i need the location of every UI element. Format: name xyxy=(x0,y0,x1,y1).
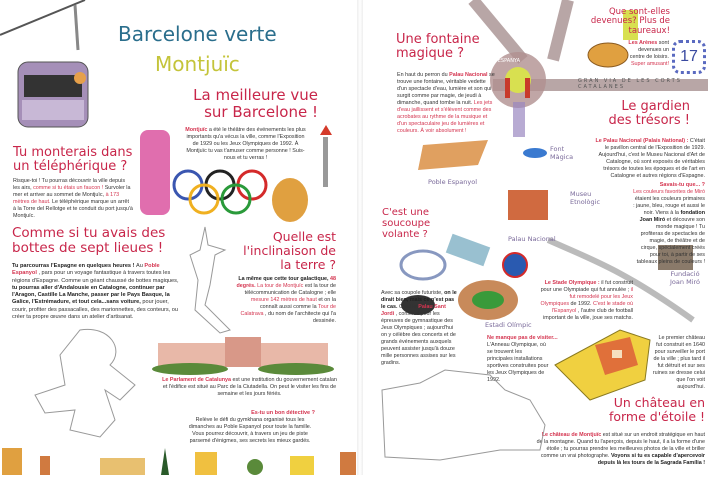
tower-outline xyxy=(170,225,240,340)
detective-text: Relève le défi du gymkhana organisé tous les dimanches au Poble Espanyol pour toute la famille. Vous pourrez découvrir, à travers un jeu de piste parsemé d'énigmes, ses secrets les mieux gardés. xyxy=(188,417,312,445)
text-segment: fondation Joan Miró xyxy=(639,210,705,224)
map-label-font-magica: Font Màgica xyxy=(550,145,574,161)
page-title: Barcelone verte xyxy=(118,22,277,46)
best-view-heading: La meilleure vue sur Barcelone ! xyxy=(193,86,318,121)
page-number-badge: 17 xyxy=(672,40,706,74)
text-segment: Palau Sant Jordi xyxy=(381,304,446,318)
miro-heading: Savais-tu que... ? xyxy=(659,182,705,188)
tilt-heading: Quelle est l'inclinaison de la terre ? xyxy=(243,229,336,272)
boots-heading: Comme si tu avais des bottes de sept lieues ! xyxy=(12,225,166,256)
miro-text xyxy=(632,189,705,266)
map-label-gran-via: GRAN VIA DE LES CORTS CATALANES xyxy=(578,78,682,90)
first-castle-text: Le premier château fut construit en 1640 pour surveiller le port de la ville ; plus tard il fut détruit et sur ses ruines se dresse celui que l'on voit aujourd'hui. xyxy=(652,335,705,391)
parliament-illustration xyxy=(150,335,336,375)
map-label-museu: Museu Etnològic xyxy=(570,190,601,206)
stadium-text xyxy=(540,280,633,322)
text-segment: étaient les couleurs primaires : jaune, bleu, rouge et aussi le noir. Viens à la xyxy=(633,196,705,217)
text-segment: C'est le stade où l'Espanyol xyxy=(551,301,633,315)
text-segment: sont devenues un centre de loisirs. xyxy=(629,40,669,61)
text-segment: Tour de Calatrava xyxy=(240,304,336,318)
text-segment: En haut du perron du xyxy=(397,72,450,78)
boots-text xyxy=(12,263,180,321)
child-outline xyxy=(30,325,150,440)
text-segment: Les couleurs favorites de Miró xyxy=(633,189,705,195)
parliament-text xyxy=(162,377,337,398)
text-segment: mesure 142 mètres de haut xyxy=(250,297,319,304)
text-segment: pour jouer, courir, profiter des passacalles, des marionnettes, des conteurs, ou créer ta propre œuvre dans un atelier d'artisanat. xyxy=(12,299,179,320)
text-segment: , pars pour un voyage fantastique à travers toutes les régions d'Espagne. Comme un géant chaussé de bottes magiques, xyxy=(12,270,179,284)
text-segment: et découvre son monde magique ! Tu profiteras de spectacles de magie, de théâtre et de cirque, spécialement créés pour toi, à partir de ses tableaux pleins de couleurs ! xyxy=(636,217,705,266)
map-label-palau-nacional: Palau Nacional xyxy=(508,235,556,243)
visit-text: L'Anneau Olympique, où se trouvent les principales installations sportives construites pour les Jeux Olympiques de 1992. xyxy=(487,342,549,384)
text-segment: Le Palau Nacional (Palais National) : xyxy=(595,138,690,144)
skyline-illustration xyxy=(0,446,357,475)
page-subtitle: Montjuïc xyxy=(155,52,240,76)
tilt-text xyxy=(236,276,336,325)
text-segment: Au xyxy=(136,263,145,269)
text-segment: se trouve une fontaine, véritable vedette d'un spectacle d'eau, lumière et son qui surgit comme par magie, de jeudi à dimanche, quand tombe la nuit. xyxy=(397,72,495,107)
text-segment: il fut remodelé pour les Jeux Olympiques xyxy=(540,287,633,308)
text-segment: à 173 mètres de haut. xyxy=(13,192,120,206)
text-segment: est la tour de télécommunication de Catalogne ; elle xyxy=(244,283,336,297)
text-segment: C'est le xyxy=(398,304,419,311)
text-segment: Montjuïc xyxy=(185,127,209,133)
fountain-heading: Une fontaine magique ? xyxy=(396,32,480,62)
text-segment: C'était le pavillon central de l'Exposition de 1929. Aujourd'hui, c'est le Museu Nacional d'Art de Catalogne, où sont exposés de véritables trésors de toutes les époques et de l'art en Catalogne et autres régions d'Espagne. xyxy=(598,138,705,180)
text-segment: Super amusant! xyxy=(630,61,669,68)
text-segment: de 1992. xyxy=(570,301,593,308)
text-segment: , du nom de l'architecte qui l'a dessinée. xyxy=(265,311,336,325)
text-segment: Tu parcourras l'Espagne en quelques heures ! xyxy=(12,263,137,269)
bulls-text xyxy=(622,40,669,68)
text-segment: Palau Nacional xyxy=(449,72,490,78)
castle-illustration xyxy=(550,325,655,403)
map-label-poble-espanyol: Poble Espanyol xyxy=(428,178,478,186)
text-segment: a été le théâtre des événements les plus importants qu'a vécus la ville, comme l'Exposition de 1929 ou les Jeux Olympiques de 1992. À Montjuïc tu vas t'amuser comme personne ! Suis-nous et tu verras ! xyxy=(186,127,306,162)
text-segment: Risque-toi ! Tu pourras découvrir la ville depuis les airs, xyxy=(13,178,126,192)
cable-car-heading: Tu monterais dans un téléphérique ? xyxy=(13,145,133,175)
treasures-text xyxy=(595,138,705,180)
text-segment: Les jets d'eau jaillissent et s'élèvent comme des acrobates au rythme de la musique et d'un spectaculaire jeu de lumières et couleurs. À voir absolument ! xyxy=(397,100,493,135)
castle-heading: Un château en forme d'étoile ! xyxy=(608,395,705,424)
text-segment: Survoler la mer et arriver au sommet de Montjuïc, xyxy=(13,185,131,199)
text-segment: Les Arènes xyxy=(628,40,659,46)
text-segment: est situé sur un endroit stratégique en haut de la montagne. Quand tu l'aperçois, depuis le haut, il a la forme d'une étoile ; tu pourras prendre les meilleures photos de la ville et briller comme un vrai photographe. xyxy=(536,432,705,460)
text-segment: Le Stade Olympique : xyxy=(544,280,602,286)
bulls-heading: Que sont-elles devenues? Plus de taureaux! xyxy=(590,7,670,36)
text-segment: et on la connaît aussi comme la xyxy=(259,297,336,311)
map-label-plaza: PLAÇA ESPANYA xyxy=(480,58,521,64)
map-label-estadi: Estadi Olímpic xyxy=(485,321,532,329)
cable-car-illustration xyxy=(0,0,110,135)
text-segment: , construit pour les épreuves de gymnastique des Jeux Olympiques ; aujourd'hui on y célèbre des concerts et de grands événements auxquels peuvent assister jusqu'à douze mille personnes assises sur les gradins. xyxy=(381,311,456,367)
treasures-heading: Le gardien des trésors ! xyxy=(608,99,690,129)
cable-car-text xyxy=(13,178,133,220)
castle-text xyxy=(535,432,705,467)
map-label-miro: Fundació Joan Miró xyxy=(670,270,700,286)
text-segment: comme si tu étais un faucon ! xyxy=(33,185,105,192)
fountain-text xyxy=(397,72,497,135)
text-segment: Avec sa coupole futuriste, xyxy=(381,290,445,296)
text-segment: La tour de Montjuïc xyxy=(257,283,305,290)
saucer-text xyxy=(381,290,459,367)
text-segment: La même que cette tour galactique, xyxy=(238,276,330,282)
text-segment: Le château de Montjuïc xyxy=(541,432,603,438)
olympic-rings-illustration xyxy=(130,125,340,225)
visit-heading: Ne manque pas de visiter... xyxy=(487,335,558,341)
text-segment: il fut construit pour une Olympiade qui fut annulée ; xyxy=(540,280,633,294)
text-segment: on le dirait bien, mais ce n'est pas le cas. xyxy=(381,290,457,311)
text-segment: Voyons si tu es capable d'apercevoir depuis là les tours de la Sagrada Família ! xyxy=(597,453,705,467)
text-segment: Le Parlament de Catalunya xyxy=(162,377,233,383)
montjuic-outline xyxy=(380,365,550,465)
text-segment: , l'autre club de football important de la ville, joue ses matchs. xyxy=(543,308,633,322)
detective-heading: Es-tu un bon détective ? xyxy=(251,410,315,416)
text-segment: tu pourras aller d'Andalousie en Catalogne, continuer par l'Aragon, Castille La Manche, passer par le Pays Basque, la Galice, l'Estrémadure, et tout cela...sans voiture, xyxy=(12,284,170,306)
text-segment: Poble Espanyol xyxy=(12,263,160,277)
text-segment: Le téléphérique marque un arrêt à la Torre del Rellotge et te conduit du port jusqu'à Montjuïc. xyxy=(13,199,133,220)
text-segment: est une institution du gouvernement catalan et l'édifice est situé au Parc de la Ciutadella. On peut le visiter les fins de semaine et les jours fériés. xyxy=(162,377,337,398)
saucer-heading: C'est une soucoupe volante ? xyxy=(382,207,431,240)
text-segment: 48 degrés. xyxy=(236,276,336,290)
